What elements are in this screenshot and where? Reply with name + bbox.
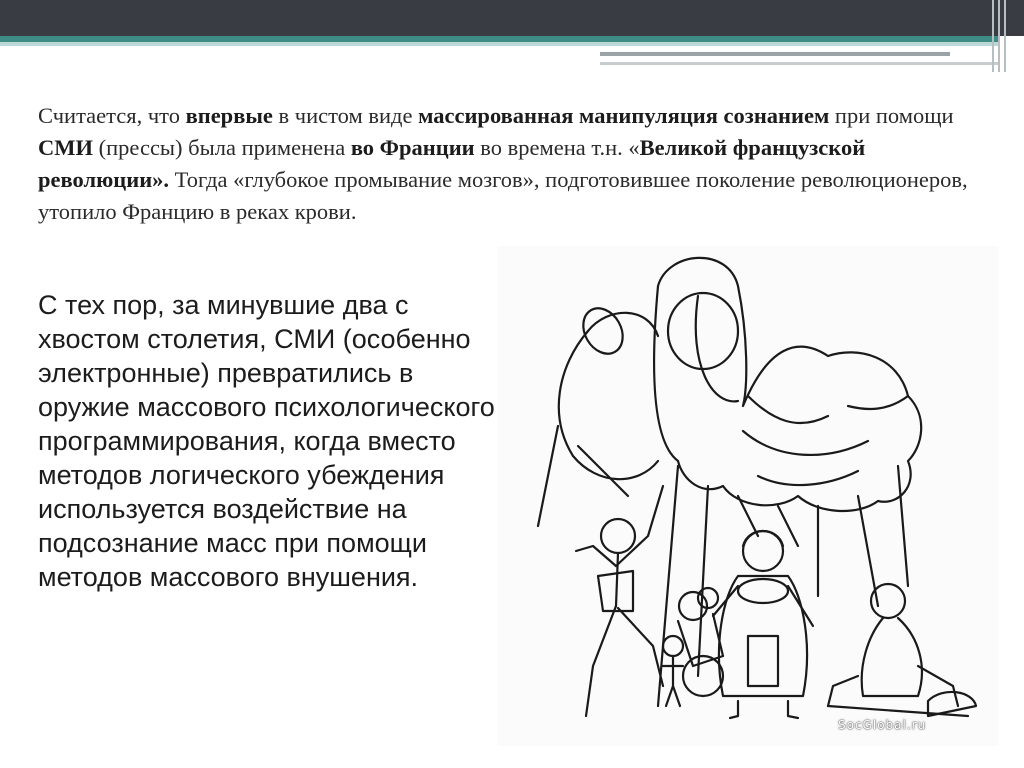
intro-bold-5: СМИ <box>38 135 93 160</box>
header-stripe-gray <box>600 52 950 56</box>
intro-text-2: в чистом виде <box>272 103 419 128</box>
intro-paragraph <box>38 100 983 228</box>
intro-text-0: Считается, что <box>38 103 186 128</box>
puppeteer-hand-illustration-icon <box>498 246 998 746</box>
title-bar <box>0 0 1024 36</box>
header-stripe-gray-thin <box>600 62 1000 65</box>
intro-text-10: Тогда «глубокое промывание мозгов», подготовившее поколение революционеров, утопило Францию в реках крови. <box>38 167 968 224</box>
intro-bold-1: впервые <box>185 103 273 128</box>
intro-text-8: во времена т.н. « <box>474 135 640 160</box>
intro-bold-7: во Франции <box>350 135 475 160</box>
intro-text-4: при помощи <box>829 103 954 128</box>
intro-text-6: (прессы) была применена <box>93 135 351 160</box>
intro-bold-9: Великой французской революции». <box>38 135 866 192</box>
header-stripe-light <box>0 42 1000 46</box>
main-paragraph: С тех пор, за минувшие два с хвостом столетия, СМИ (особенно электронные) превратились в оружие массового психологического программирования, когда вместо методов логического убеждения используется воздействие на подсознание масс при помощи методов массового внушения. <box>38 290 495 592</box>
header-decor-lines <box>992 0 1006 72</box>
intro-bold-3: массированная манипуляция сознанием <box>418 103 830 128</box>
watermark-label: SocGlobal.ru <box>838 718 927 732</box>
